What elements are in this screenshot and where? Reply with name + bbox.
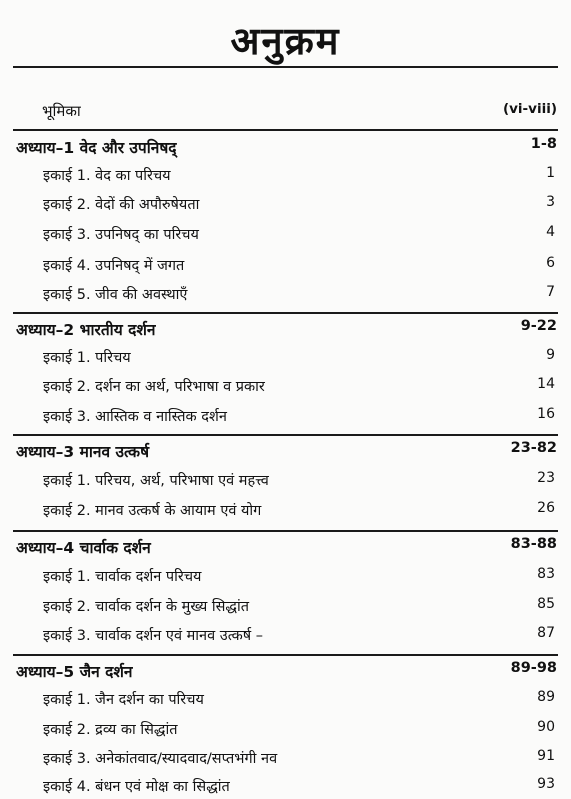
unit-page: 83	[537, 566, 555, 582]
chapter-divider	[13, 312, 558, 314]
chapter-label: अध्याय–5 जैन दर्शन	[16, 663, 133, 681]
toc-intro-label: भूमिका	[42, 102, 81, 120]
chapter-label: अध्याय–4 चार्वाक दर्शन	[16, 539, 151, 557]
unit-label: इकाई 1. वेद का परिचय	[43, 168, 171, 184]
toc-chapter-3[interactable]	[0, 440, 571, 462]
toc-unit-row[interactable]	[0, 347, 571, 369]
toc-unit-row[interactable]	[0, 284, 571, 306]
toc-unit-row[interactable]	[0, 406, 571, 428]
unit-page: 26	[537, 500, 555, 516]
chapter-divider	[13, 654, 558, 656]
unit-label: इकाई 3. उपनिषद् का परिचय	[43, 227, 199, 243]
unit-page: 1	[546, 165, 555, 181]
toc-unit-row[interactable]	[0, 500, 571, 522]
toc-unit-row[interactable]	[0, 748, 571, 770]
toc-unit-row[interactable]	[0, 719, 571, 741]
toc-unit-row[interactable]	[0, 224, 571, 246]
unit-label: इकाई 1. चार्वाक दर्शन परिचय	[43, 569, 202, 585]
toc-chapter-5[interactable]	[0, 660, 571, 682]
chapter-page-range: 23-82	[510, 440, 557, 456]
toc-unit-row[interactable]	[0, 376, 571, 398]
chapter-page-range: 1-8	[530, 136, 557, 152]
unit-page: 9	[546, 347, 555, 363]
chapter-page-range: 89-98	[510, 660, 557, 676]
unit-label: इकाई 1. परिचय	[43, 350, 131, 366]
unit-label: इकाई 2. चार्वाक दर्शन के मुख्य सिद्धांत	[43, 599, 250, 615]
unit-label: इकाई 2. द्रव्य का सिद्धांत	[43, 722, 178, 738]
unit-label: इकाई 4. बंधन एवं मोक्ष का सिद्धांत	[43, 779, 230, 795]
toc-unit-row[interactable]	[0, 255, 571, 277]
unit-page: 91	[537, 748, 555, 764]
unit-label: इकाई 1. जैन दर्शन का परिचय	[43, 692, 204, 708]
chapter-label: अध्याय–1 वेद और उपनिषद्	[16, 139, 177, 157]
unit-page: 6	[546, 255, 555, 271]
toc-unit-row[interactable]	[0, 776, 571, 798]
toc-unit-row[interactable]	[0, 194, 571, 216]
unit-page: 7	[546, 284, 555, 300]
toc-chapter-1[interactable]	[0, 136, 571, 158]
toc-unit-row[interactable]	[0, 625, 571, 647]
unit-label: इकाई 2. दर्शन का अर्थ, परिभाषा व प्रकार	[43, 379, 265, 395]
toc-intro-row[interactable]	[0, 101, 571, 123]
toc-chapter-4[interactable]	[0, 536, 571, 558]
toc-unit-row[interactable]	[0, 596, 571, 618]
chapter-divider	[13, 434, 558, 436]
chapter-page-range: 9-22	[520, 318, 557, 334]
chapter-divider	[13, 129, 558, 131]
chapter-divider	[13, 530, 558, 532]
chapter-page-range: 83-88	[510, 536, 557, 552]
unit-page: 93	[537, 776, 555, 792]
unit-label: इकाई 4. उपनिषद् में जगत	[43, 258, 185, 274]
unit-page: 90	[537, 719, 555, 735]
chapter-label: अध्याय–3 मानव उत्कर्ष	[16, 443, 150, 461]
unit-page: 23	[537, 470, 555, 486]
unit-label: इकाई 1. परिचय, अर्थ, परिभाषा एवं महत्त्व	[43, 473, 269, 489]
chapter-label: अध्याय–2 भारतीय दर्शन	[16, 321, 156, 339]
unit-page: 16	[537, 406, 555, 422]
unit-label: इकाई 2. वेदों की अपौरुषेयता	[43, 197, 200, 213]
title-divider	[13, 66, 558, 68]
unit-label: इकाई 3. आस्तिक व नास्तिक दर्शन	[43, 409, 227, 425]
unit-page: 85	[537, 596, 555, 612]
unit-page: 3	[546, 194, 555, 210]
unit-label: इकाई 2. मानव उत्कर्ष के आयाम एवं योग	[43, 503, 262, 519]
unit-page: 87	[537, 625, 555, 641]
unit-page: 89	[537, 689, 555, 705]
page-title: अनुक्रम	[230, 18, 341, 63]
toc-intro-page: (vi-viii)	[502, 101, 557, 117]
unit-label: इकाई 3. चार्वाक दर्शन एवं मानव उत्कर्ष –	[43, 628, 263, 644]
toc-chapter-2[interactable]	[0, 318, 571, 340]
toc-unit-row[interactable]	[0, 470, 571, 492]
unit-label: इकाई 3. अनेकांतवाद/स्यादवाद/सप्तभंगी नव	[43, 751, 278, 767]
toc-unit-row[interactable]	[0, 689, 571, 711]
unit-page: 4	[546, 224, 555, 240]
toc-unit-row[interactable]	[0, 165, 571, 187]
toc-unit-row[interactable]	[0, 566, 571, 588]
unit-page: 14	[537, 376, 555, 392]
unit-label: इकाई 5. जीव की अवस्थाएँ	[43, 287, 188, 303]
